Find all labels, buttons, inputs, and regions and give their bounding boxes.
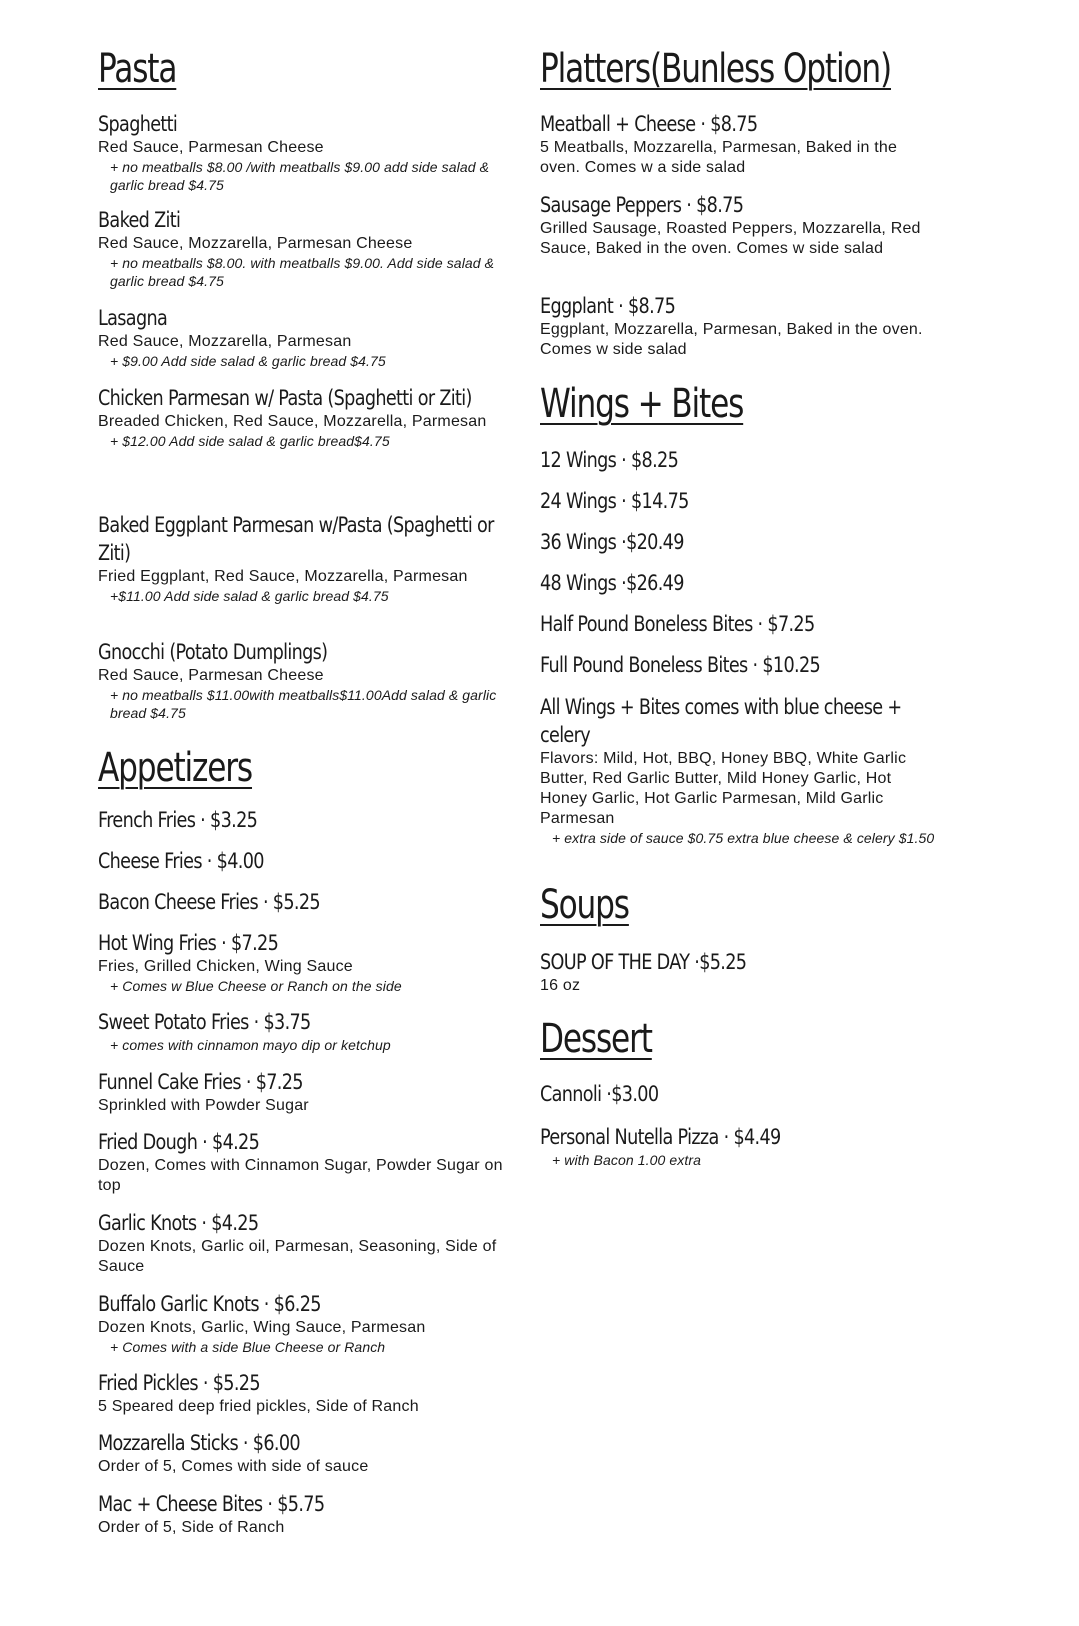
item-name: Chicken Parmesan w/ Pasta (Spaghetti or Ziti) [98, 386, 472, 410]
item-desc: 5 Speared deep fried pickles, Side of Ranch [98, 1398, 419, 1415]
item-name: Meatball + Cheese · $8.75 [540, 112, 758, 136]
item-name: Full Pound Boneless Bites · $10.25 [540, 653, 821, 677]
platters-heading: Platters(Bunless Option) [540, 46, 891, 92]
item-name: Baked Eggplant Parmesan w/Pasta (Spaghetti or Ziti) [98, 513, 494, 565]
item-desc: Dozen, Comes with Cinnamon Sugar, Powder Sugar on top [98, 1157, 503, 1194]
wing-item [540, 610, 940, 638]
item-desc: Flavors: Mild, Hot, BBQ, Honey BBQ, White Garlic Butter, Red Garlic Butter, Mild Honey Garlic, Hot Honey Garlic, Hot Garlic Parmesan, Mild Garlic Parmesan [540, 750, 907, 827]
item-desc: Red Sauce, Mozzarella, Parmesan Cheese [98, 235, 413, 252]
item-note: + $12.00 Add side salad & garlic bread$4.75 [110, 433, 390, 449]
pasta-item [98, 304, 518, 370]
item-desc: Sprinkled with Powder Sugar [98, 1097, 309, 1114]
soup-item [540, 948, 940, 996]
item-desc: Dozen Knots, Garlic, Wing Sauce, Parmesan [98, 1319, 426, 1336]
platter-item [540, 110, 940, 178]
item-note: + Comes w Blue Cheese or Ranch on the side [110, 978, 402, 994]
appetizer-item [98, 1008, 518, 1054]
item-name: SOUP OF THE DAY ·$5.25 [540, 950, 747, 974]
item-name: All Wings + Bites comes with blue cheese + celery [540, 695, 902, 747]
item-name: Mozzarella Sticks · $6.00 [98, 1431, 300, 1455]
platter-item [540, 191, 940, 259]
appetizers-heading: Appetizers [98, 745, 253, 791]
pasta-item [98, 110, 518, 194]
item-name: Bacon Cheese Fries · $5.25 [98, 890, 320, 914]
appetizer-item [98, 1068, 518, 1116]
item-desc: Red Sauce, Parmesan Cheese [98, 139, 324, 156]
appetizer-item [98, 847, 518, 875]
item-desc: Order of 5, Comes with side of sauce [98, 1458, 369, 1475]
wing-item [540, 528, 940, 556]
item-name: 36 Wings ·$20.49 [540, 530, 684, 554]
item-name: Buffalo Garlic Knots · $6.25 [98, 1292, 321, 1316]
item-desc: 5 Meatballs, Mozzarella, Parmesan, Baked in the oven. Comes w a side salad [540, 139, 898, 176]
item-desc: Dozen Knots, Garlic oil, Parmesan, Seasoning, Side of Sauce [98, 1238, 497, 1275]
pasta-item [98, 384, 518, 450]
item-name: Spaghetti [98, 112, 178, 136]
item-note: + with Bacon 1.00 extra [552, 1152, 701, 1168]
item-note: + comes with cinnamon mayo dip or ketchup [110, 1037, 391, 1053]
pasta-heading: Pasta [98, 46, 177, 92]
item-name: Baked Ziti [98, 208, 181, 232]
dessert-heading: Dessert [540, 1016, 652, 1062]
item-name: Garlic Knots · $4.25 [98, 1211, 259, 1235]
item-name: Half Pound Boneless Bites · $7.25 [540, 612, 815, 636]
item-name: Eggplant · $8.75 [540, 294, 676, 318]
item-name: Fried Dough · $4.25 [98, 1130, 260, 1154]
wings-heading: Wings + Bites [540, 381, 744, 427]
item-note: + no meatballs $8.00. with meatballs $9.00. Add side salad & garlic bread $4.75 [110, 255, 495, 289]
item-desc: Fries, Grilled Chicken, Wing Sauce [98, 958, 353, 975]
platter-item [540, 292, 940, 360]
item-name: Cannoli ·$3.00 [540, 1082, 659, 1106]
item-note: +$11.00 Add side salad & garlic bread $4.75 [110, 588, 389, 604]
appetizer-item [98, 929, 518, 995]
item-name: 24 Wings · $14.75 [540, 489, 689, 513]
item-name: Hot Wing Fries · $7.25 [98, 931, 279, 955]
appetizer-item [98, 888, 518, 916]
item-note: + $9.00 Add side salad & garlic bread $4.75 [110, 353, 386, 369]
appetizer-item [98, 1290, 518, 1356]
item-name: Personal Nutella Pizza · $4.49 [540, 1125, 781, 1149]
item-name: Sausage Peppers · $8.75 [540, 193, 744, 217]
appetizer-item [98, 1490, 518, 1538]
item-name: Sweet Potato Fries · $3.75 [98, 1010, 311, 1034]
item-name: Funnel Cake Fries · $7.25 [98, 1070, 303, 1094]
dessert-item [540, 1080, 940, 1108]
item-name: Fried Pickles · $5.25 [98, 1371, 260, 1395]
soups-heading: Soups [540, 882, 629, 928]
item-desc: Breaded Chicken, Red Sauce, Mozzarella, Parmesan [98, 413, 487, 430]
item-note: + no meatballs $8.00 /with meatballs $9.00 add side salad & garlic bread $4.75 [110, 159, 490, 193]
item-desc: Fried Eggplant, Red Sauce, Mozzarella, Parmesan [98, 568, 468, 585]
item-desc: Red Sauce, Parmesan Cheese [98, 667, 324, 684]
dessert-item [540, 1123, 940, 1169]
item-desc: Grilled Sausage, Roasted Peppers, Mozzarella, Red Sauce, Baked in the oven. Comes w side salad [540, 220, 921, 257]
item-desc: Order of 5, Side of Ranch [98, 1519, 285, 1536]
item-desc: Red Sauce, Mozzarella, Parmesan [98, 333, 352, 350]
appetizer-item [98, 806, 518, 834]
item-name: Cheese Fries · $4.00 [98, 849, 264, 873]
appetizer-item [98, 1209, 518, 1277]
wing-item [540, 446, 940, 474]
pasta-item [98, 638, 518, 722]
wing-item [540, 651, 940, 679]
appetizer-item [98, 1128, 518, 1196]
wing-item [540, 569, 940, 597]
item-desc: Eggplant, Mozzarella, Parmesan, Baked in the oven. Comes w side salad [540, 321, 923, 358]
item-name: 12 Wings · $8.25 [540, 448, 679, 472]
item-note: + no meatballs $11.00with meatballs$11.00Add salad & garlic bread $4.75 [110, 687, 497, 721]
appetizer-item [98, 1369, 518, 1417]
item-note: + Comes with a side Blue Cheese or Ranch [110, 1339, 386, 1355]
item-name: Gnocchi (Potato Dumplings) [98, 640, 328, 664]
pasta-item [98, 206, 518, 290]
item-name: Lasagna [98, 306, 168, 330]
item-name: 48 Wings ·$26.49 [540, 571, 684, 595]
appetizer-item [98, 1429, 518, 1477]
pasta-item [98, 511, 518, 605]
item-desc: 16 oz [540, 977, 581, 994]
wing-item [540, 487, 940, 515]
wing-item [540, 693, 940, 847]
item-name: French Fries · $3.25 [98, 808, 258, 832]
item-name: Mac + Cheese Bites · $5.75 [98, 1492, 325, 1516]
item-note: + extra side of sauce $0.75 extra blue cheese & celery $1.50 [552, 830, 935, 846]
